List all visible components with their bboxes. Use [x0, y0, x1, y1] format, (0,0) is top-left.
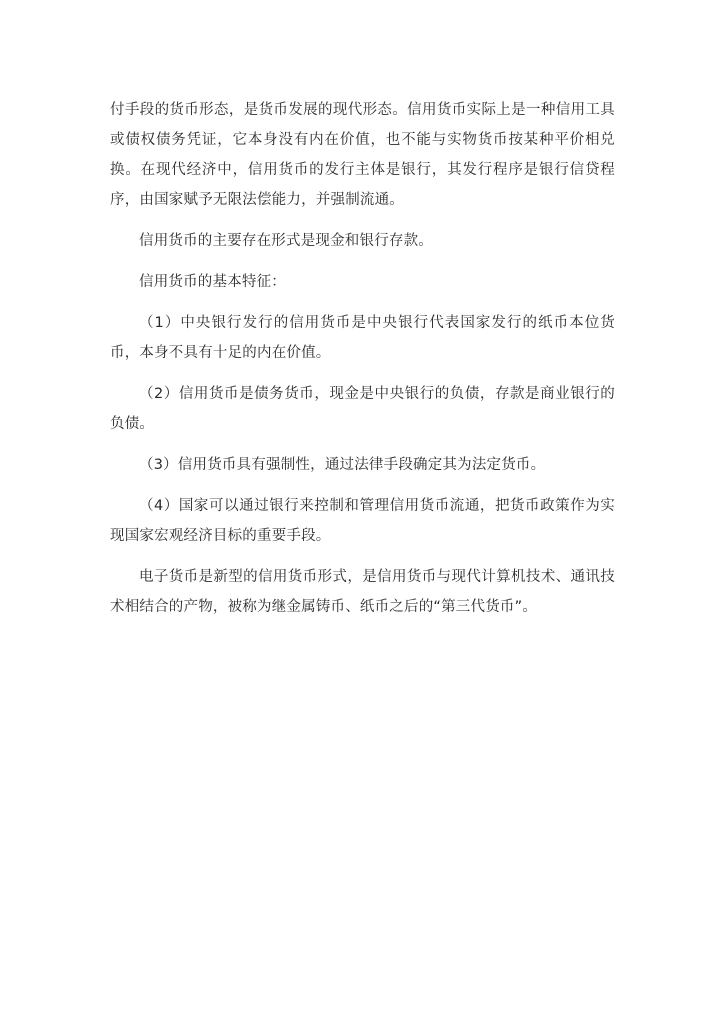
document-body [110, 95, 615, 633]
paragraph-feature-2: （2）信用货币是债务货币，现金是中央银行的负债，存款是商业银行的负债。 [110, 386, 615, 432]
paragraph-feature-3: （3）信用货币具有强制性，通过法律手段确定其为法定货币。 [139, 457, 546, 473]
paragraph-features-heading: 信用货币的基本特征： [139, 274, 286, 290]
paragraph-main-forms: 信用货币的主要存在形式是现金和银行存款。 [139, 233, 433, 249]
paragraph-feature-4: （4）国家可以通过银行来控制和管理信用货币流通，把货币政策作为实现国家宏观经济目标的重要手段。 [110, 498, 615, 544]
paragraph-credit-money-definition: 付手段的货币形态，是货币发展的现代形态。信用货币实际上是一种信用工具或债权债务凭证，它本身没有内在价值，也不能与实物货币按某种平价相兑换。在现代经济中，信用货币的发行主体是银行，其发行程序是银行信贷程序，由国家赋予无限法偿能力，并强制流通。 [110, 102, 615, 208]
paragraph-electronic-money: 电子货币是新型的信用货币形式，是信用货币与现代计算机技术、通讯技术相结合的产物，被称为继金属铸币、纸币之后的“第三代货币”。 [110, 569, 615, 615]
paragraph-feature-1: （1）中央银行发行的信用货币是中央银行代表国家发行的纸币本位货币，本身不具有十足的内在价值。 [110, 315, 615, 361]
